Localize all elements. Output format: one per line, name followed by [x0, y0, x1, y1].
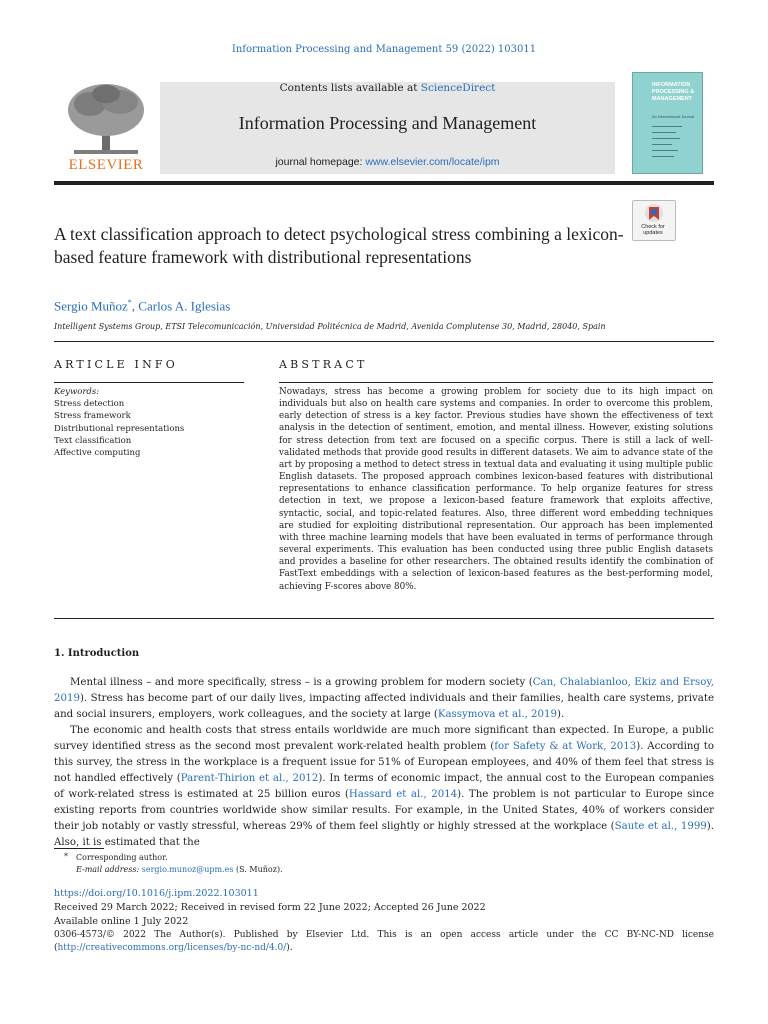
cover-line — [652, 126, 682, 127]
intro-text: The economic and health costs that stress entails worldwide are much more significant than expected. In Europe, a public survey identified stress as the second most prevalent work-related health problem ( — [54, 725, 714, 752]
citation-link[interactable]: Hassard et al., 2014 — [348, 789, 458, 800]
keyword-item: Distributional representations — [54, 423, 185, 434]
article-title: A text classification approach to detect psychological stress combining a lexicon-based feature framework with distributional representations — [54, 224, 624, 267]
email-suffix: (S. Muñoz). — [233, 865, 283, 874]
section-rule — [54, 341, 714, 342]
elsevier-wordmark: ELSEVIER — [68, 157, 144, 173]
intro-text: ). Also, it is estimated that the — [54, 821, 714, 848]
author-link[interactable]: Sergio Muñoz — [54, 298, 128, 314]
keyword-item: Affective computing — [54, 448, 141, 459]
cover-subtitle: An International Journal — [652, 114, 695, 119]
cover-line — [652, 144, 672, 145]
header-rule — [54, 181, 714, 185]
keyword-item: Stress detection — [54, 399, 125, 410]
journal-citation[interactable]: Information Processing and Management 59 (2022) 103011 — [231, 44, 537, 55]
corresponding-mark[interactable]: * — [127, 298, 132, 307]
citation-link[interactable]: Parent-Thirion et al., 2012 — [180, 773, 319, 784]
homepage-prefix: journal homepage: — [275, 156, 366, 168]
cover-line — [652, 138, 680, 139]
intro-text: ). Stress has become part of our daily lives, impacting affected individuals and their families, health care systems, private and social insurers, employers, work colleagues, and the society at large ( — [54, 693, 714, 720]
author-list — [54, 298, 230, 314]
email-label: E-mail address: — [76, 865, 140, 874]
cover-title: INFORMATION PROCESSING & MANAGEMENT — [652, 82, 695, 102]
cover-line — [652, 150, 678, 151]
homepage-line — [160, 156, 615, 168]
abstract-rule — [279, 382, 713, 383]
intro-paragraph-1 — [54, 675, 714, 723]
abstract-text: Nowadays, stress has become a growing problem for society due to its high impact on individuals but also on health care systems and companies. In order to overcome this problem, early detection of stress is a key factor. Previous studies have shown the effectiveness of text analysis in the detection of sentiment, emotion, and mental illness. However, existing solutions for stress detection from text are focused on a specific corpus. There is still a lack of well-validated methods that provide good results in different datasets. We aim to advance state of the art by proposing a method to detect stress in textual data and evaluating it using multiple public English datasets. The proposed approach combines lexicon-based features with distributional representations to enhance classification performance. To help organize features for stress detection in text, we propose a lexicon-based feature framework that exploits affective, syntactic, social, and topic-related features. Also, three different word embedding techniques are studied for exploiting distributional representation. Our approach has been implemented with three machine learning models that have been evaluated in terms of performance through several experiments. This evaluation has been conducted using three public English datasets and provides a baseline for other researchers. The obtained results identify the combination of FastText embeddings with a selection of lexicon-based features as the best-performing model, achieving F-scores above 80%. — [279, 387, 713, 592]
received-dates: Received 29 March 2022; Received in revised form 22 June 2022; Accepted 26 June 2022 — [54, 902, 486, 913]
license-url-line — [54, 942, 714, 955]
available-online: Available online 1 July 2022 — [54, 916, 189, 927]
intro-text: ). In terms of economic impact, the annual cost to the European companies of work-related stress is estimated at 25 billion euros ( — [54, 773, 714, 800]
article-info-rule — [54, 382, 244, 383]
affiliation: Intelligent Systems Group, ETSI Telecomunicación, Universidad Politécnica de Madrid, Avenida Complutense 30, Madrid, 28040, Spain — [54, 322, 606, 331]
license-paren: ( — [54, 943, 58, 953]
license-link[interactable]: http://creativecommons.org/licenses/by-nc-nd/4.0/ — [57, 943, 287, 953]
email-note — [76, 865, 283, 874]
doi-link[interactable]: https://doi.org/10.1016/j.ipm.2022.103011 — [54, 888, 259, 899]
license-line: 0306-4573/© 2022 The Author(s). Published by Elsevier Ltd. This is an open access article under the CC BY-NC-ND license — [54, 930, 714, 940]
contents-line — [160, 82, 615, 94]
abstract-heading: ABSTRACT — [279, 358, 368, 371]
keyword-item: Text classification — [54, 435, 132, 446]
citation-link[interactable]: for Safety & at Work, 2013 — [494, 741, 637, 752]
bookmark-icon — [633, 201, 675, 225]
license-paren: ). — [286, 943, 293, 953]
citation-link[interactable]: Kassymova et al., 2019 — [437, 709, 557, 720]
footnote-rule — [54, 848, 104, 849]
keyword-item: Stress framework — [54, 411, 131, 422]
check-for-updates-label: Check for updates — [641, 224, 665, 236]
citation-link[interactable]: Saute et al., 1999 — [614, 821, 707, 832]
intro-text: ). According to this survey, the stress in the workplace is a frequent issue for 51% of European employees, and 40% of them feel that stress is not handled effectively ( — [54, 741, 714, 784]
journal-title: Information Processing and Management — [238, 113, 537, 133]
journal-homepage-link[interactable]: www.elsevier.com/locate/ipm — [365, 156, 500, 168]
intro-text: ). The problem is not particular to Europe since existing reports from countries worldwide show similar results. For example, in the United States, 40% of workers consider their job notably or vastly stressful, whereas 29% of them feel slightly or highly stressed at the workplace ( — [54, 789, 714, 832]
introduction-heading: 1. Introduction — [54, 648, 140, 659]
keywords-label: Keywords: — [54, 387, 100, 397]
author-link[interactable]: Carlos A. Iglesias — [138, 298, 231, 314]
keywords-block — [54, 386, 184, 459]
sciencedirect-link[interactable]: ScienceDirect — [420, 82, 496, 94]
email-link[interactable]: sergio.munoz@upm.es — [141, 865, 234, 874]
intro-text: ). — [556, 709, 565, 720]
intro-paragraph-2 — [54, 723, 714, 851]
abstract-end-rule — [54, 618, 714, 619]
cover-line — [652, 132, 676, 133]
author-separator: , — [131, 298, 139, 314]
contents-prefix: Contents lists available at — [279, 82, 421, 94]
cover-line — [652, 156, 674, 157]
footnote-mark: * — [64, 852, 68, 861]
article-info-heading: ARTICLE INFO — [54, 358, 178, 371]
corresponding-author-note: Corresponding author. — [76, 853, 168, 862]
intro-text: Mental illness – and more specifically, stress – is a growing problem for modern society ( — [70, 677, 533, 688]
citation-link[interactable]: Can, Chalabianloo, Ekiz and Ersoy, 2019 — [54, 677, 714, 704]
